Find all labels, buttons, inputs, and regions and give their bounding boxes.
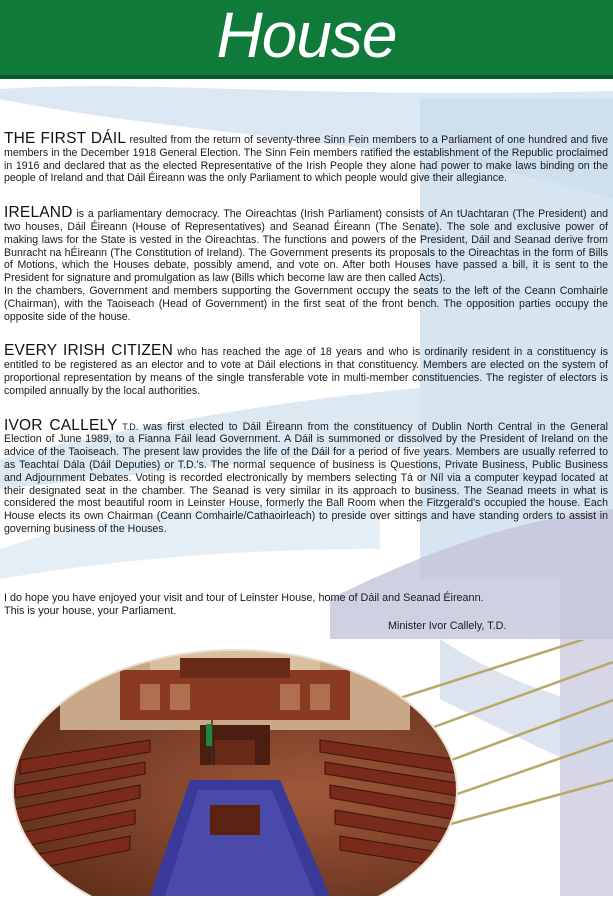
section-ivor-callely (4, 416, 608, 536)
article-body (4, 130, 608, 558)
header-banner (0, 0, 613, 79)
section-heading: IRELAND (4, 204, 73, 222)
closing-message (4, 592, 608, 618)
section-text: who has reached the age of 18 years and who is ordinarily resident in a constituency is entitled to be registered as an elector and to vote at Dáil elections in that constituency. Members are elected on the system of proportional representation by means of the single transferable vote in multi-member constituencies. The register of electors is compiled annually by the local authorities. (4, 346, 608, 397)
section-text: is a parliamentary democracy. The Oireachtas (Irish Parliament) consists of An tUachtaran (The President) and two houses, Dáil Éireann (House of Representatives) and Seanad Éireann (The Senate). The sole and exclusive power of making laws for the State is vested in the Oireachtas. The functions and powers of the President, Dáil and Seanad derive from Bunracht na hÉireann (The Constitution of Ireland). The Government presents its proposals to the Oireachtas in the form of Bills of Motions, which the Houses debate, possibly amend, and vote on. After both Houses have passed a bill, it is sent to the President for signature and promulgation as law (Bills which become law are then called Acts). (4, 208, 608, 285)
signature: Minister Ivor Callely, T.D. (388, 620, 507, 632)
section-irish-citizen (4, 342, 608, 397)
section-heading-suffix: T.D. (117, 421, 139, 432)
section-first-dail (4, 130, 608, 185)
section-text: resulted from the return of seventy-three Sinn Fein members to a Parliament of one hundred and five members in the December 1918 General Election. The Sinn Fein members ratified the establishment of the Republic proclaimed in 1916 and declared that as the elected Representative of the Irish People they alone had power to make laws binding on the people of Ireland and that Dáil Éireann was the only Parliament to which people would give their allegiance. (4, 134, 608, 185)
section-ireland (4, 204, 608, 285)
section-text: In the chambers, Government and members supporting the Government occupy the seats to the left of the Ceann Comhairle (Chairman), with the Taoiseach (Head of Government) in the first seat of the front bench. The opposition parties occupy the opposite side of the house. (4, 284, 608, 323)
section-ireland-chambers (4, 285, 608, 323)
section-heading: IVOR CALLELY (4, 416, 118, 434)
closing-line-1: I do hope you have enjoyed your visit and tour of Leinster House, home of Dáil and Seanad Éireann. (4, 592, 484, 604)
page-title: House (216, 0, 397, 71)
section-heading: EVERY IRISH CITIZEN (4, 342, 173, 360)
chamber-illustration (0, 640, 613, 896)
section-text: was first elected to Dáil Éireann from the constituency of Dublin North Central in the General Election of June 1989, to a Fianna Fáil lead Government. A Dáil is summoned or dissolved by the President of Ireland on the advice of the Taoiseach. The present law provides the life of the Dáil for a period of five years. Members are usually referred to as Teachtaí Dála (Dáil Deputies) or T.D.'s. The normal sequence of business is Questions, Private Business, Public Business and Adjournment Debates. Voting is recorded electronically by members selecting Tá or Níl via a computer keypad located at their designated seat in the chamber. The Seanad is very similar in its approach to business. The Seanad meets in what is considered the most beautiful room in Leinster House, formerly the Ball Room when the Fitzgerald's occupied the house. Each House elects its own Chairman (Ceann Comhairle/Cathaoirleach) to preside over sittings and have standing orders to assist in governing business of the Houses. (4, 420, 608, 535)
section-heading: THE FIRST DÁIL (4, 130, 127, 147)
closing-line-2: This is your house, your Parliament. (4, 605, 177, 617)
dail-chamber-photo (0, 640, 613, 896)
